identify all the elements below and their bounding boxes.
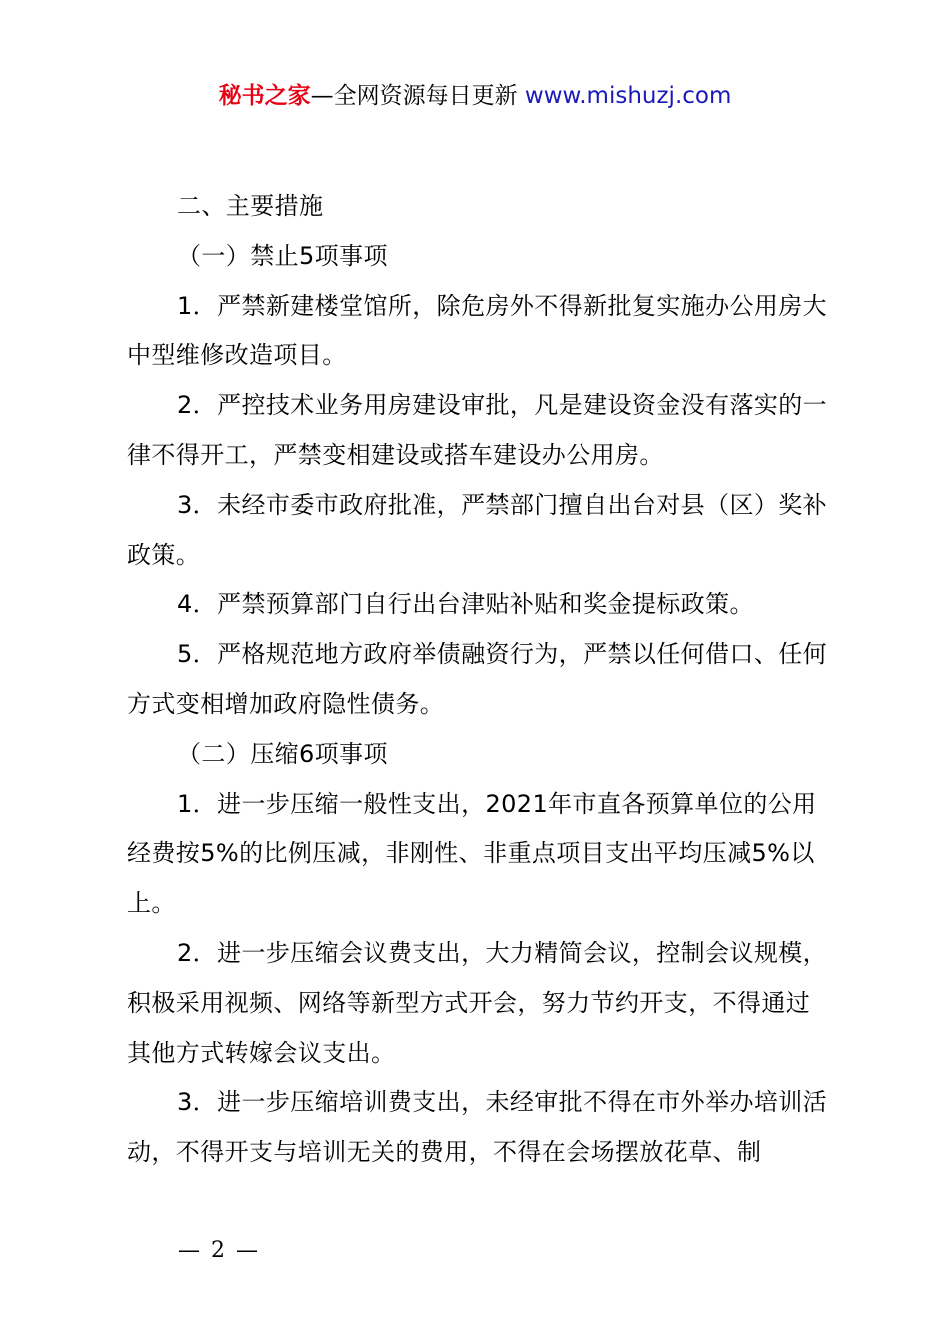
paragraph: 1．严禁新建楼堂馆所，除危房外不得新批复实施办公用房大中型维修改造项目。 bbox=[127, 291, 828, 370]
paragraph: 2．严控技术业务用房建设审批，凡是建设资金没有落实的一律不得开工，严禁变相建设或搭车建设办公用房。 bbox=[127, 391, 828, 469]
paragraph: 2．进一步压缩会议费支出，大力精简会议，控制会议规模，积极采用视频、网络等新型方式开会，努力节约开支，不得通过其他方式转嫁会议支出。 bbox=[127, 938, 828, 1067]
section-heading: 二、主要措施 bbox=[177, 192, 324, 220]
document-body bbox=[127, 182, 833, 1178]
paragraph: 1．进一步压缩一般性支出，2021年市直各预算单位的公用经费按5%的比例压减，非刚性、非重点项目支出平均压减5%以上。 bbox=[127, 789, 817, 918]
paragraph: 3．未经市委市政府批准，严禁部门擅自出台对县（区）奖补政策。 bbox=[127, 490, 828, 569]
site-brand: 秘书之家 bbox=[218, 83, 311, 109]
paragraph: 3．进一步压缩培训费支出，未经审批不得在市外举办培训活动，不得开支与培训无关的费用，不得在会场摆放花草、制 bbox=[127, 1088, 828, 1167]
subsection-heading-prohibit: （一）禁止5项事项 bbox=[177, 241, 388, 270]
site-url-link[interactable]: www.mishuzj.com bbox=[524, 83, 732, 109]
paragraph: 4．严禁预算部门自行出台津贴补贴和奖金提标政策。 bbox=[177, 590, 754, 619]
subsection-heading-compress: （二）压缩6项事项 bbox=[177, 739, 388, 768]
paragraph: 5．严格规范地方政府举债融资行为，严禁以任何借口、任何方式变相增加政府隐性债务。 bbox=[127, 640, 828, 718]
page-header bbox=[0, 80, 950, 112]
page-number: — 2 — bbox=[178, 1238, 260, 1263]
site-slogan: —全网资源每日更新 bbox=[310, 83, 518, 109]
